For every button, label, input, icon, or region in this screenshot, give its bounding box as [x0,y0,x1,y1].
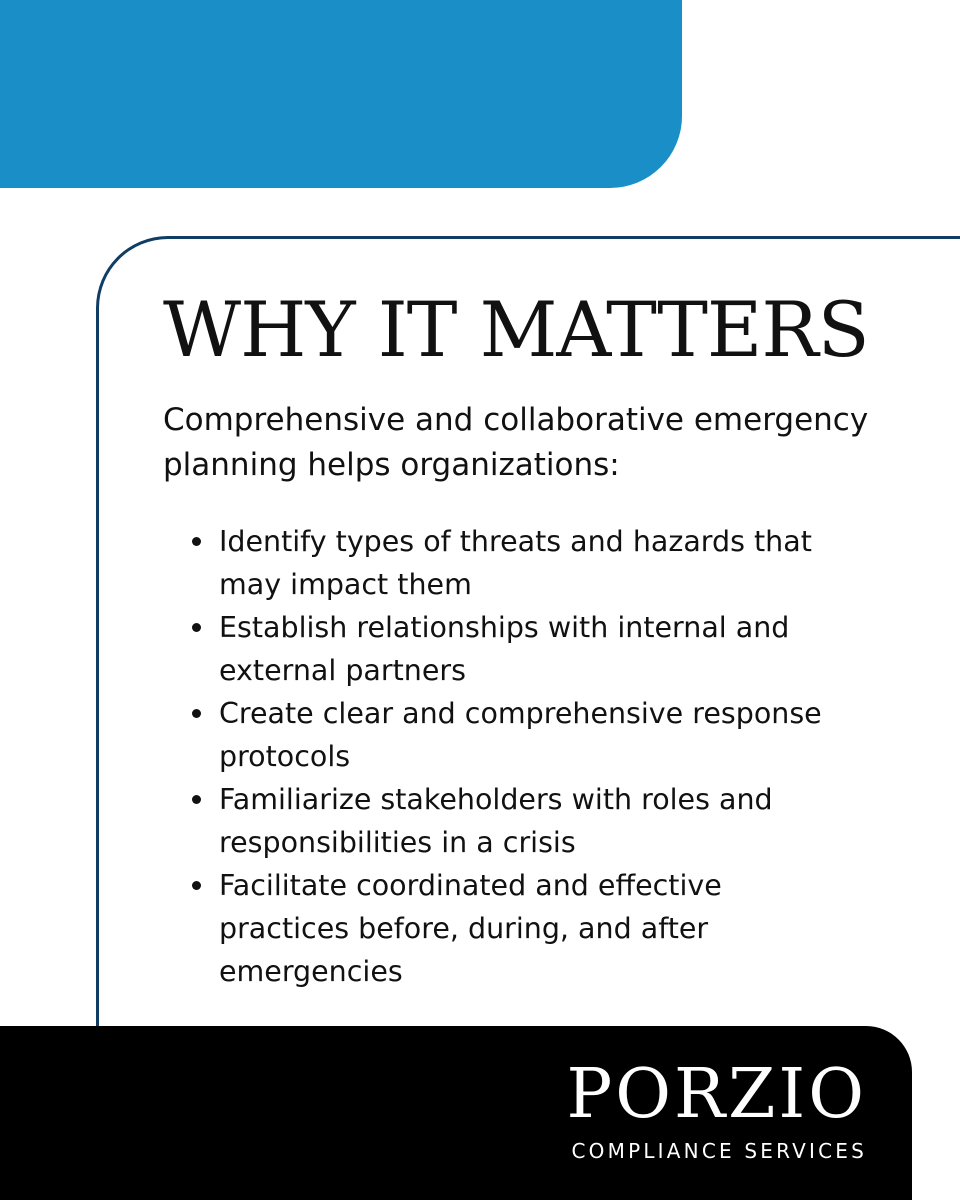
benefits-list [219,520,839,993]
list-item-text: Identify types of threats and hazards that may impact them [219,525,812,601]
list-item-text: Create clear and comprehensive response protocols [219,697,822,773]
list-item-text: Familiarize stakeholders with roles and responsibilities in a crisis [219,783,773,859]
bullet-icon [192,795,201,804]
list-item [219,606,839,692]
logo-subtitle: COMPLIANCE SERVICES [571,1139,867,1163]
blue-accent-block [0,0,682,188]
bullet-icon [192,623,201,632]
list-item [219,778,839,864]
bullet-icon [192,881,201,890]
bullet-icon [192,709,201,718]
list-item-text: Facilitate coordinated and effective practices before, during, and after emergencies [219,869,722,988]
list-item [219,520,839,606]
list-item [219,864,839,993]
logo-name: PORZIO [566,1055,867,1134]
porzio-logo [566,1055,867,1164]
bullet-icon [192,537,201,546]
list-item-text: Establish relationships with internal and external partners [219,611,790,687]
page-title: WHY IT MATTERS [163,285,869,374]
intro-text: Comprehensive and collaborative emergency planning helps organizations: [163,402,869,483]
list-item [219,692,839,778]
